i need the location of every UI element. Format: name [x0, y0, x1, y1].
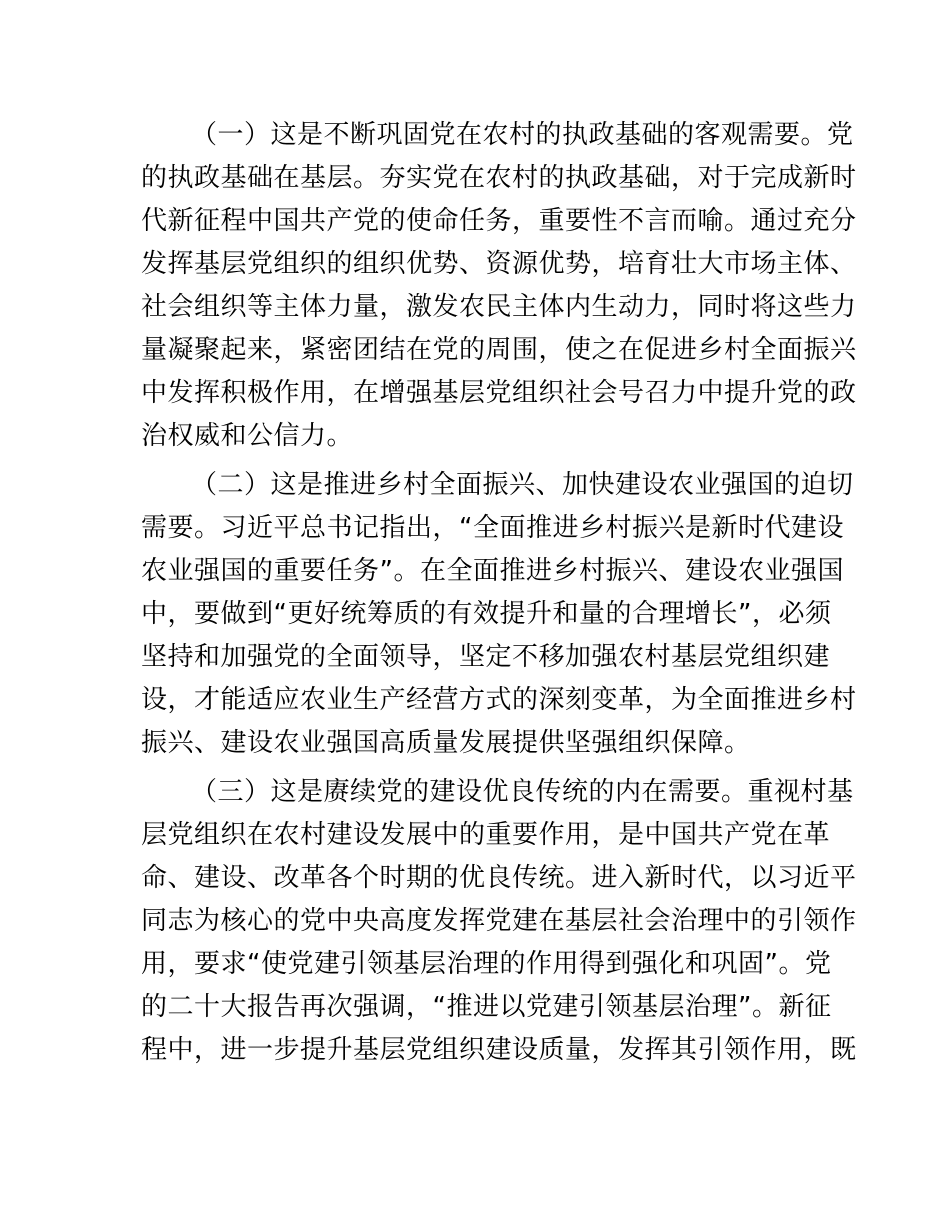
- paragraph-line: 用，要求“使党建引领基层治理的作用得到强化和巩固”。党: [141, 949, 832, 979]
- paragraph-line: 农业强国的重要任务”。在全面推进乡村振兴、建设农业强国: [141, 556, 844, 586]
- paragraph-line: 发挥基层党组织的组织优势、资源优势，培育壮大市场主体、: [141, 249, 857, 279]
- paragraph-line: 中，要做到“更好统筹质的有效提升和量的合理增长”，必须: [141, 599, 832, 629]
- paragraph-line: 需要。习近平总书记指出，“全面推进乡村振兴是新时代建设: [141, 513, 844, 543]
- paragraph-line: 命、建设、改革各个时期的优良传统。进入新时代，以习近平: [141, 863, 857, 893]
- paragraph-line: 坚持和加强党的全面领导，坚定不移加强农村基层党组织建: [141, 642, 831, 672]
- paragraph-line: 代新征程中国共产党的使命任务，重要性不言而喻。通过充分: [141, 206, 857, 236]
- paragraph-line: 同志为核心的党中央高度发挥党建在基层社会治理中的引领作: [141, 906, 857, 936]
- paragraph-line: 程中，进一步提升基层党组织建设质量，发挥其引领作用，既: [141, 1035, 857, 1065]
- paragraph-line: 层党组织在农村建设发展中的重要作用，是中国共产党在革: [141, 820, 831, 850]
- paragraph-line: 振兴、建设农业强国高质量发展提供坚强组织保障。: [141, 728, 751, 758]
- paragraph-line: 量凝聚起来，紧密团结在党的周围，使之在促进乡村全面振兴: [141, 335, 857, 365]
- paragraph-line: 的二十大报告再次强调，“推进以党建引领基层治理”。新征: [141, 992, 832, 1022]
- paragraph-line: 治权威和公信力。: [141, 421, 354, 451]
- paragraph-line: 设，才能适应农业生产经营方式的深刻变革，为全面推进乡村: [141, 685, 857, 715]
- paragraph-2: [141, 464, 857, 765]
- paragraph-line: （三）这是赓续党的建设优良传统的内在需要。重视村基: [191, 777, 854, 807]
- paragraph-3: [141, 771, 857, 1072]
- paragraph-line: 社会组织等主体力量，激发农民主体内生动力，同时将这些力: [141, 292, 857, 322]
- paragraph-line: （一）这是不断巩固党在农村的执政基础的客观需要。党: [191, 120, 854, 150]
- paragraph-line: 中发挥积极作用，在增强基层党组织社会号召力中提升党的政: [141, 378, 857, 408]
- document-body: [141, 114, 857, 1072]
- paragraph-1: [141, 114, 857, 458]
- paragraph-line: （二）这是推进乡村全面振兴、加快建设农业强国的迫切: [191, 470, 854, 500]
- paragraph-line: 的执政基础在基层。夯实党在农村的执政基础，对于完成新时: [141, 163, 857, 193]
